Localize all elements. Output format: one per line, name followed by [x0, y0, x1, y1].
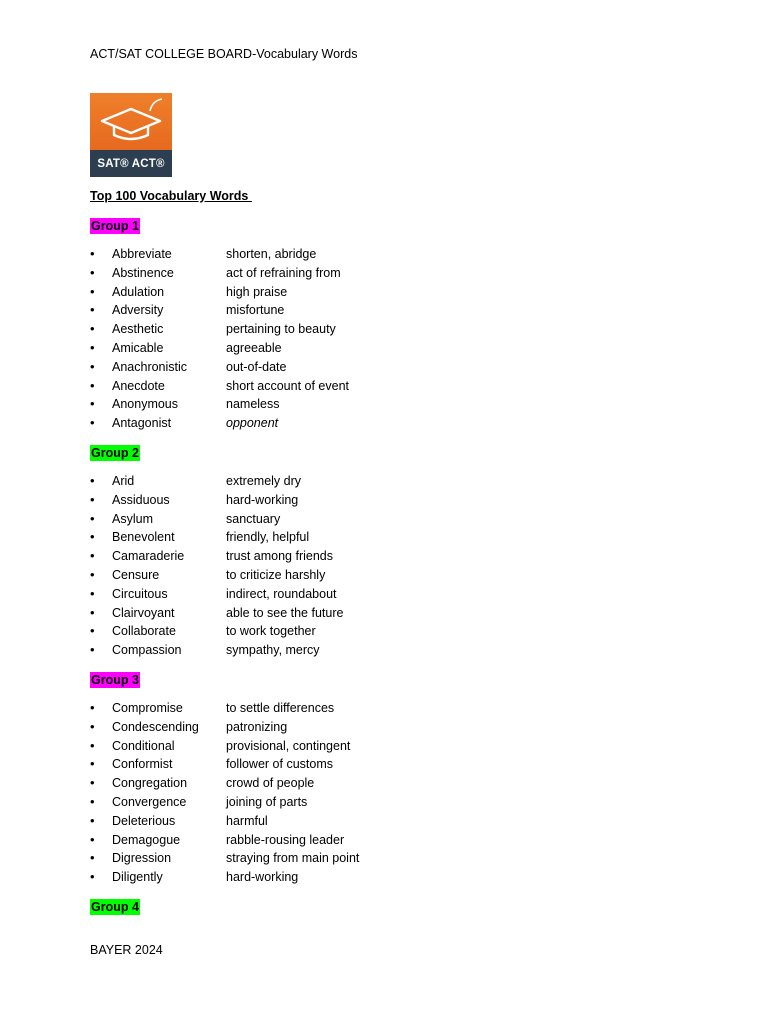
vocab-term: Congregation: [112, 776, 188, 791]
vocab-term: Condescending: [112, 719, 199, 734]
bullet-icon: •: [90, 377, 95, 393]
vocab-term: Arid: [112, 474, 135, 488]
bullet-icon: •: [90, 793, 95, 809]
group-1-label: Group 1: [91, 219, 139, 233]
vocab-definition: pertaining to beauty: [226, 322, 336, 337]
vocab-term: Aesthetic: [112, 322, 164, 337]
group-2-label: Group 2: [91, 446, 139, 460]
bullet-icon: •: [90, 566, 95, 582]
vocab-definition: rabble-rousing leader: [226, 832, 345, 847]
vocab-term: Adulation: [112, 284, 165, 299]
vocab-definition: follower of customs: [226, 757, 333, 772]
bullet-icon: •: [90, 548, 95, 564]
vocab-definition: agreeable: [226, 340, 282, 355]
bullet-icon: •: [90, 415, 95, 431]
vocab-definition: high praise: [226, 284, 288, 299]
bullet-icon: •: [90, 339, 95, 355]
graduation-cap-icon: [90, 93, 172, 150]
document-header: ACT/SAT COLLEGE BOARD-Vocabulary Words: [90, 47, 358, 61]
bullet-icon: •: [90, 529, 95, 545]
bullet-icon: •: [90, 510, 95, 526]
bullet-icon: •: [90, 812, 95, 828]
vocab-term: Amicable: [112, 340, 164, 355]
bullet-icon: •: [90, 302, 95, 318]
vocab-definition: patronizing: [226, 719, 288, 734]
bullet-icon: •: [90, 700, 95, 715]
vocab-definition: sympathy, mercy: [226, 643, 320, 658]
vocab-term: Assiduous: [112, 492, 170, 507]
vocab-definition: to work together: [226, 624, 316, 639]
vocab-term: Asylum: [112, 511, 153, 526]
vocab-definition: shorten, abridge: [226, 247, 317, 261]
vocab-term: Camaraderie: [112, 549, 185, 564]
bullet-icon: •: [90, 321, 95, 337]
bullet-icon: •: [90, 718, 95, 734]
vocab-definition: out-of-date: [226, 359, 287, 374]
vocab-term: Antagonist: [112, 416, 172, 431]
bullet-icon: •: [90, 869, 95, 885]
vocab-definition: hard-working: [226, 870, 299, 885]
vocab-term: Anecdote: [112, 378, 165, 393]
vocab-definition: short account of event: [226, 378, 349, 393]
bullet-icon: •: [90, 604, 95, 620]
bullet-icon: •: [90, 358, 95, 374]
vocab-term: Conformist: [112, 757, 173, 772]
bullet-icon: •: [90, 775, 95, 791]
bullet-icon: •: [90, 642, 95, 658]
vocab-definition: sanctuary: [226, 511, 281, 526]
vocab-term: Conditional: [112, 738, 175, 753]
vocab-term: Abbreviate: [112, 247, 172, 261]
vocab-definition: friendly, helpful: [226, 530, 310, 545]
vocab-definition: able to see the future: [226, 605, 344, 620]
vocab-term: Convergence: [112, 794, 187, 809]
vocab-term: Compassion: [112, 643, 182, 658]
vocab-term: Benevolent: [112, 530, 175, 545]
vocab-definition: crowd of people: [226, 776, 315, 791]
vocab-definition: opponent: [226, 416, 279, 431]
vocab-definition: to settle differences: [226, 701, 335, 715]
vocab-definition: nameless: [226, 397, 280, 412]
group-4-label: Group 4: [91, 900, 139, 914]
vocab-definition: provisional, contingent: [226, 738, 351, 753]
page-title: Top 100 Vocabulary Words: [90, 189, 252, 203]
sat-act-logo: [90, 93, 172, 177]
vocab-definition: misfortune: [226, 303, 285, 318]
bullet-icon: •: [90, 473, 95, 488]
vocab-term: Abstinence: [112, 265, 174, 280]
vocab-term: Demagogue: [112, 832, 181, 847]
vocab-definition: joining of parts: [226, 794, 308, 809]
vocab-term: Collaborate: [112, 624, 176, 639]
vocab-term: Deleterious: [112, 813, 176, 828]
bullet-icon: •: [90, 396, 95, 412]
vocab-definition: harmful: [226, 813, 268, 828]
bullet-icon: •: [90, 623, 95, 639]
bullet-icon: •: [90, 246, 95, 261]
bullet-icon: •: [90, 585, 95, 601]
bullet-icon: •: [90, 850, 95, 866]
vocab-definition: straying from main point: [226, 851, 360, 866]
bullet-icon: •: [90, 831, 95, 847]
bullet-icon: •: [90, 264, 95, 280]
vocab-definition: indirect, roundabout: [226, 586, 337, 601]
vocab-term: Diligently: [112, 870, 163, 885]
vocab-term: Circuitous: [112, 586, 168, 601]
group-3-label: Group 3: [91, 673, 139, 687]
vocab-definition: to criticize harshly: [226, 567, 326, 582]
vocab-term: Censure: [112, 567, 160, 582]
vocab-definition: extremely dry: [226, 474, 302, 488]
vocab-term: Anachronistic: [112, 359, 188, 374]
vocab-term: Digression: [112, 851, 172, 866]
bullet-icon: •: [90, 283, 95, 299]
vocab-term: Clairvoyant: [112, 605, 175, 620]
logo-label: SAT® ACT®: [90, 150, 172, 177]
vocab-term: Compromise: [112, 701, 183, 715]
bullet-icon: •: [90, 756, 95, 772]
vocab-term: Anonymous: [112, 397, 179, 412]
vocab-definition: trust among friends: [226, 549, 333, 564]
bullet-icon: •: [90, 737, 95, 753]
vocab-term: Adversity: [112, 303, 164, 318]
vocab-definition: act of refraining from: [226, 265, 341, 280]
bullet-icon: •: [90, 491, 95, 507]
vocab-definition: hard-working: [226, 492, 299, 507]
document-footer: BAYER 2024: [90, 943, 163, 957]
